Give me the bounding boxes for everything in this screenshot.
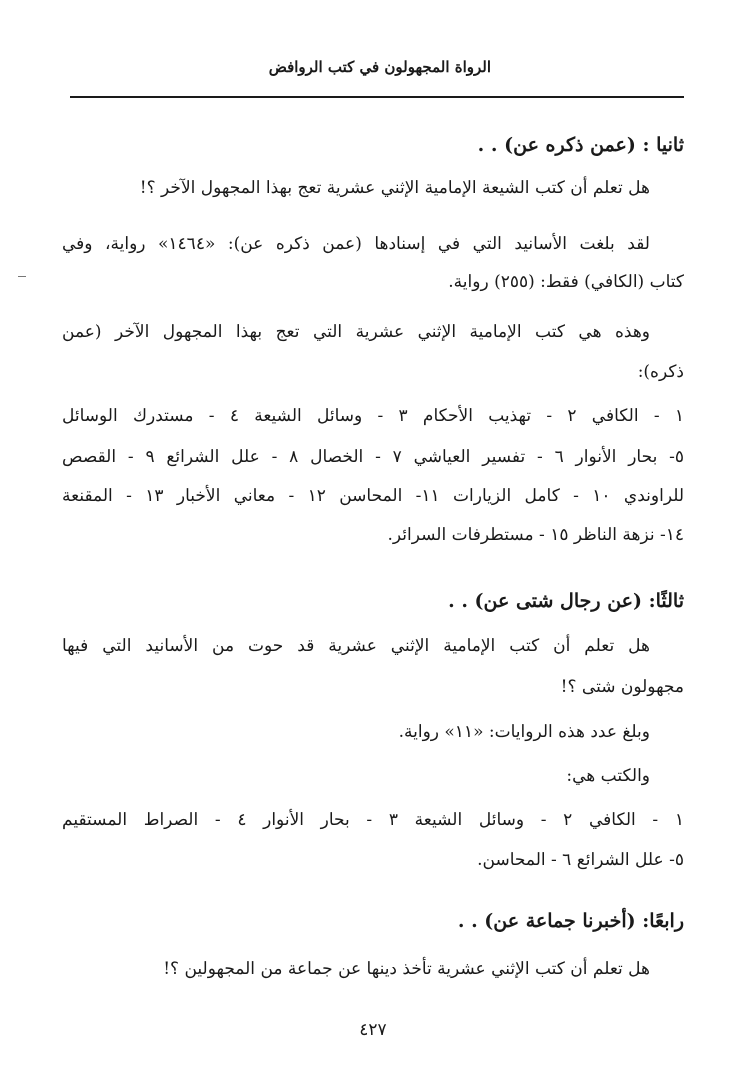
paragraph-line: مجهولون شتى ؟! xyxy=(560,677,684,697)
paragraph-line: وهذه هي كتب الإمامية الإثني عشرية التي تعج بهذا المجهول الآخر (عمن xyxy=(62,322,650,342)
paragraph-line: ذكره): xyxy=(637,362,684,382)
book-list-line: ١ - الكافي ٢ - وسائل الشيعة ٣ - بحار الأنوار ٤ - الصراط المستقيم xyxy=(62,810,684,830)
section-heading-second: ثانيا : (عمن ذكره عن) . . xyxy=(477,134,684,156)
paragraph-line: هل تعلم أن كتب الإمامية الإثني عشرية قد حوت من الأسانيد التي فيها xyxy=(62,636,650,656)
book-list-line: ١٤- نزهة الناظر ١٥ - مستطرفات السرائر. xyxy=(387,525,684,545)
book-list-line: للراوندي ١٠ - كامل الزيارات ١١- المحاسن ١٢ - معاني الأخبار ١٣ - المقنعة xyxy=(62,486,685,506)
header-rule xyxy=(70,96,684,98)
paragraph-line: هل تعلم أن كتب الشيعة الإمامية الإثني عشرية تعج بهذا المجهول الآخر ؟! xyxy=(139,178,650,198)
section-heading-fourth: رابعًا: (أخبرنا جماعة عن) . . xyxy=(457,910,684,932)
paragraph-line: هل تعلم أن كتب الإثني عشرية تأخذ دينها عن جماعة من المجهولين ؟! xyxy=(163,959,650,979)
section-heading-third: ثالثًا: (عن رجال شتى عن) . . xyxy=(448,590,684,612)
book-list-line: ٥- بحار الأنوار ٦ - تفسير العياشي ٧ - الخصال ٨ - علل الشرائع ٩ - القصص xyxy=(62,447,684,467)
book-list-line: ١ - الكافي ٢ - تهذيب الأحكام ٣ - وسائل الشيعة ٤ - مستدرك الوسائل xyxy=(62,406,684,426)
page-number: ٤٢٧ xyxy=(359,1020,387,1040)
paragraph-line: كتاب (الكافي) فقط: (٢٥٥) رواية. xyxy=(448,272,684,292)
running-title: الرواة المجهولون في كتب الروافض xyxy=(268,58,491,76)
paragraph-line: لقد بلغت الأسانيد التي في إسنادها (عمن ذكره عن): «١٤٦٤» رواية، وفي xyxy=(62,234,650,254)
paragraph-line: والكتب هي: xyxy=(566,766,650,786)
margin-mark xyxy=(18,276,26,277)
book-list-line: ٥- علل الشرائع ٦ - المحاسن. xyxy=(477,850,684,870)
paragraph-line: وبلغ عدد هذه الروايات: «١١» رواية. xyxy=(398,722,650,742)
